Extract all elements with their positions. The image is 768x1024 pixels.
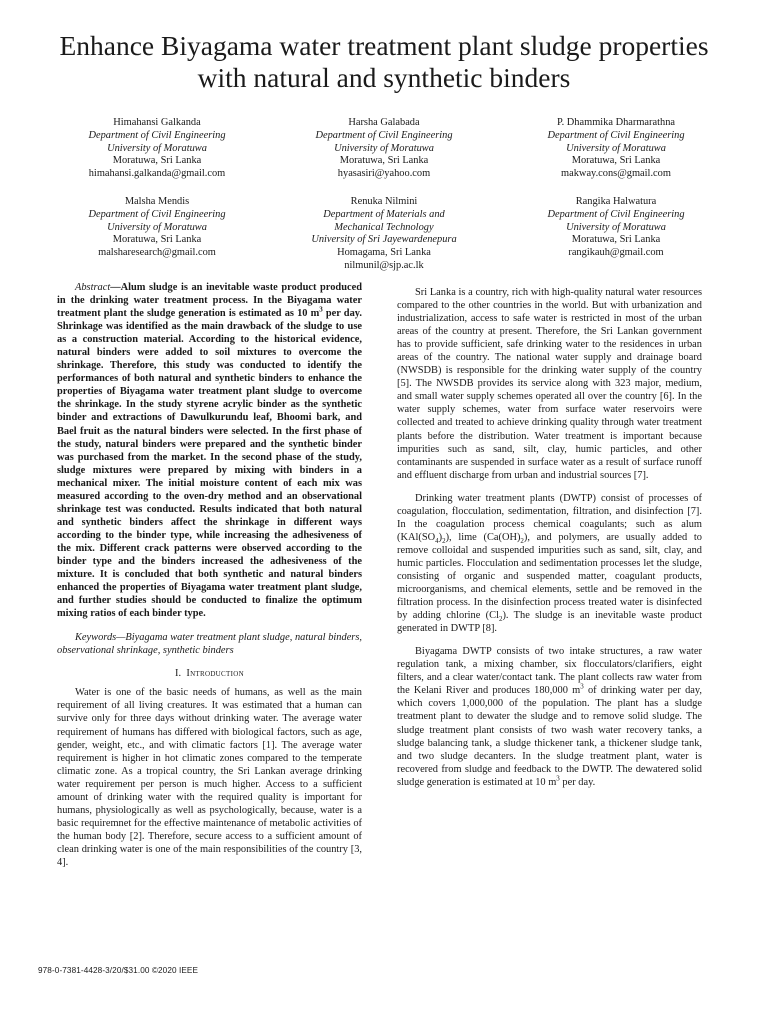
- abstract: Abstract—Alum sludge is an inevitable waste product produced in the drinking water treatment process. In the Biyagama water treatment plant the sludge generation is estimated as 10 $m^3$ per day. Shrinkage was identified as the main drawback of the sludge to use as a construction material. According to the historical evidence, natural binders were added to soil mixtures to overcome the shrinkage. Therefore, this study was conducted to identify the performances of both natural and synthetic binders to enhance the properties of Biyagama water treatment plant sludge to overcome the shrinkage. In the study styrene acrylic binder as the synthetic binder and extractions of Dawulkurundu leaf, Bhoomi bark, and Bael fruit as the natural binders were selected. In the first phase of the study, natural binders were prepared and the synthetic binder was purchased from the market. In the second phase of the study, sludge mixtures were prepared by mixing with binders in a mechanical mixer. The initial moisture content of each mix was measured according to the oven-dry method and an observational shrinkage test was conducted. Results indicated that both natural and synthetic binders affect the shrinkage in different ways according to the binder type, while increasing the adhesiveness of the mix. Different crack patterns were observed according to the binder type and the binders increased the adhesiveness of the mixture. It is concluded that both synthetic and natural binders enhanced the properties of Biyagama water treatment plant sludge, and further studies should be conducted to finalize the optimum mixing ratios of each binder type.: [57, 282, 362, 620]
- author-name: Malsha Mendis: [124, 196, 190, 207]
- author-block: [37, 117, 277, 181]
- author-name: Renuka Nilmini: [350, 196, 418, 207]
- author-department: Department of Civil Engineering: [547, 208, 685, 220]
- author-email: malsharesearch@gmail.com: [98, 247, 216, 259]
- body-paragraph: Biyagama DWTP consists of two intake structures, a raw water regulation tank, a mixing chamber, six flocculators/clarifiers, eight filters, and a clear water/contact tank. The plant collects raw water from the Kelani River and produces 180,000 $m^3$ of drinking water per day, which covers 1,000,000 of the population. The plant has a sludge treatment plant to dewater the sludge and to remove solid sludge. The sludge treatment plant consists of two wash water recovery tanks, a sludge balancing tank, a sludge thickener tank, a thickener sludge tank, and two sludge decanters. In the sludge treatment plant, water is recovered from sludge and feedback to the DWTP. The dewatered solid sludge generation is estimated at 10 $m^3$ per day.: [397, 646, 702, 788]
- author-location: Moratuwa, Sri Lanka: [571, 155, 661, 167]
- author-location: Homagama, Sri Lanka: [337, 247, 431, 259]
- body-paragraph: Drinking water treatment plants (DWTP) consist of processes of coagulation, flocculation, sedimentation, filtration, and disinfection [7]. In the coagulation process chemical coagulants; such as alum $(KAl(SO_4)_2)$, lime $(Ca(OH)_2)$, and polymers, are usually added to remove colloidal and suspended impurities such as sand, silt, clay, and humic particles. Flocculation and sedimentation processes let the sludge, consisting of organic and suspended matter, coagulant products, microorganisms, and chemical elements, settle and be removed in the filtration process. In the disinfection process treated water is disinfected by adding chlorine $(Cl_2)$. The sludge is an inevitable waste product generated in DWTP [8].: [397, 492, 702, 635]
- author-email: rangikauh@gmail.com: [568, 247, 664, 259]
- author-block: [264, 117, 504, 181]
- author-department: Department of Civil Engineering: [88, 129, 226, 141]
- body-paragraph: Sri Lanka is a country, rich with high-quality natural water resources compared to the other countries in the world. But with urbanization and industrialization, access to safe water is restricted in most of the urban areas of the country at present. Therefore, the Sri Lankan government has to provide sufficient, safe drinking water to the residences in urban areas of the country. The national water supply and drainage board (NWSDB) is responsible for the drinking water supply of the country [5]. The NWSDB provides its service along with 323 major, medium, and small water supply schemes operated all over the country [6]. In the water supply schemes, water from surface water reservoirs were collected and treated to achieve drinking quality through water treatment plants before the distribution. Water treatment is important because impurities such as sand, silt, clay, humic particles, and other contaminants are suspended in surface water as a result of surface runoff and effluent discharge from urban and industrial sources [7].: [397, 287, 702, 481]
- author-email: nilmunil@sjp.ac.lk: [344, 259, 424, 271]
- author-name: Harsha Galabada: [348, 117, 420, 128]
- author-block: [264, 196, 504, 273]
- author-location: Moratuwa, Sri Lanka: [112, 155, 202, 167]
- right-column: [397, 286, 702, 789]
- author-university: University of Moratuwa: [566, 142, 666, 154]
- left-column: [57, 281, 362, 869]
- author-name: Himahansi Galkanda: [113, 117, 201, 128]
- copyright-footer: 978-0-7381-4428-3/20/$31.00 ©2020 IEEE: [38, 966, 199, 975]
- author-email: hyasasiri@yahoo.com: [337, 168, 431, 180]
- author-block: [37, 196, 277, 260]
- author-name: Rangika Halwatura: [575, 196, 657, 207]
- author-email: himahansi.galkanda@gmail.com: [88, 168, 226, 180]
- author-email: makway.cons@gmail.com: [561, 168, 671, 180]
- abstract-label: Abstract: [75, 282, 111, 293]
- author-name: P. Dhammika Dharmarathna: [556, 117, 675, 128]
- author-university: University of Moratuwa: [334, 142, 434, 154]
- author-department-cont: Mechanical Technology: [334, 221, 434, 233]
- author-university: University of Moratuwa: [107, 221, 207, 233]
- author-university: University of Sri Jayewardenepura: [311, 234, 457, 246]
- paper-title: Enhance Biyagama water treatment plant sludge properties with natural and synthetic binders: [59, 30, 709, 93]
- author-department: Department of Materials and: [323, 208, 445, 220]
- author-university: University of Moratuwa: [107, 142, 207, 154]
- author-block: [496, 196, 736, 260]
- author-location: Moratuwa, Sri Lanka: [571, 234, 661, 246]
- intro-paragraph: Water is one of the basic needs of humans, as well as the main requirement of all living creatures. It was estimated that a human can survive only for three days without drinking water. The average water requirement of humans has differed with biological factors, such as age, gender, weight, etc., and with climatic factors [1]. The average water requirement is higher in hot climatic zones compared to the temperate climatic zone. As a tropical country, the Sri Lankan average drinking water requirement per person is much higher. Access to a sufficient amount of drinking water with the required quality is important for humans, physiologically as well as psychologically, because, water is a basic requiremnet for the effective maintenance of metabolic activities of the human body [2]. Therefore, secure access to a sufficient amount of clean drinking water is one of the main responsibilities of the country [3, 4].: [57, 687, 362, 868]
- author-university: University of Moratuwa: [566, 221, 666, 233]
- author-block: [496, 117, 736, 181]
- author-department: Department of Civil Engineering: [547, 129, 685, 141]
- keywords: Keywords—Biyagama water treatment plant sludge, natural binders, observational shrinkage, synthetic binders: [57, 632, 362, 657]
- author-location: Moratuwa, Sri Lanka: [339, 155, 429, 167]
- author-location: Moratuwa, Sri Lanka: [112, 234, 202, 246]
- author-department: Department of Civil Engineering: [315, 129, 453, 141]
- section-heading: I. Introduction: [175, 668, 244, 680]
- author-department: Department of Civil Engineering: [88, 208, 226, 220]
